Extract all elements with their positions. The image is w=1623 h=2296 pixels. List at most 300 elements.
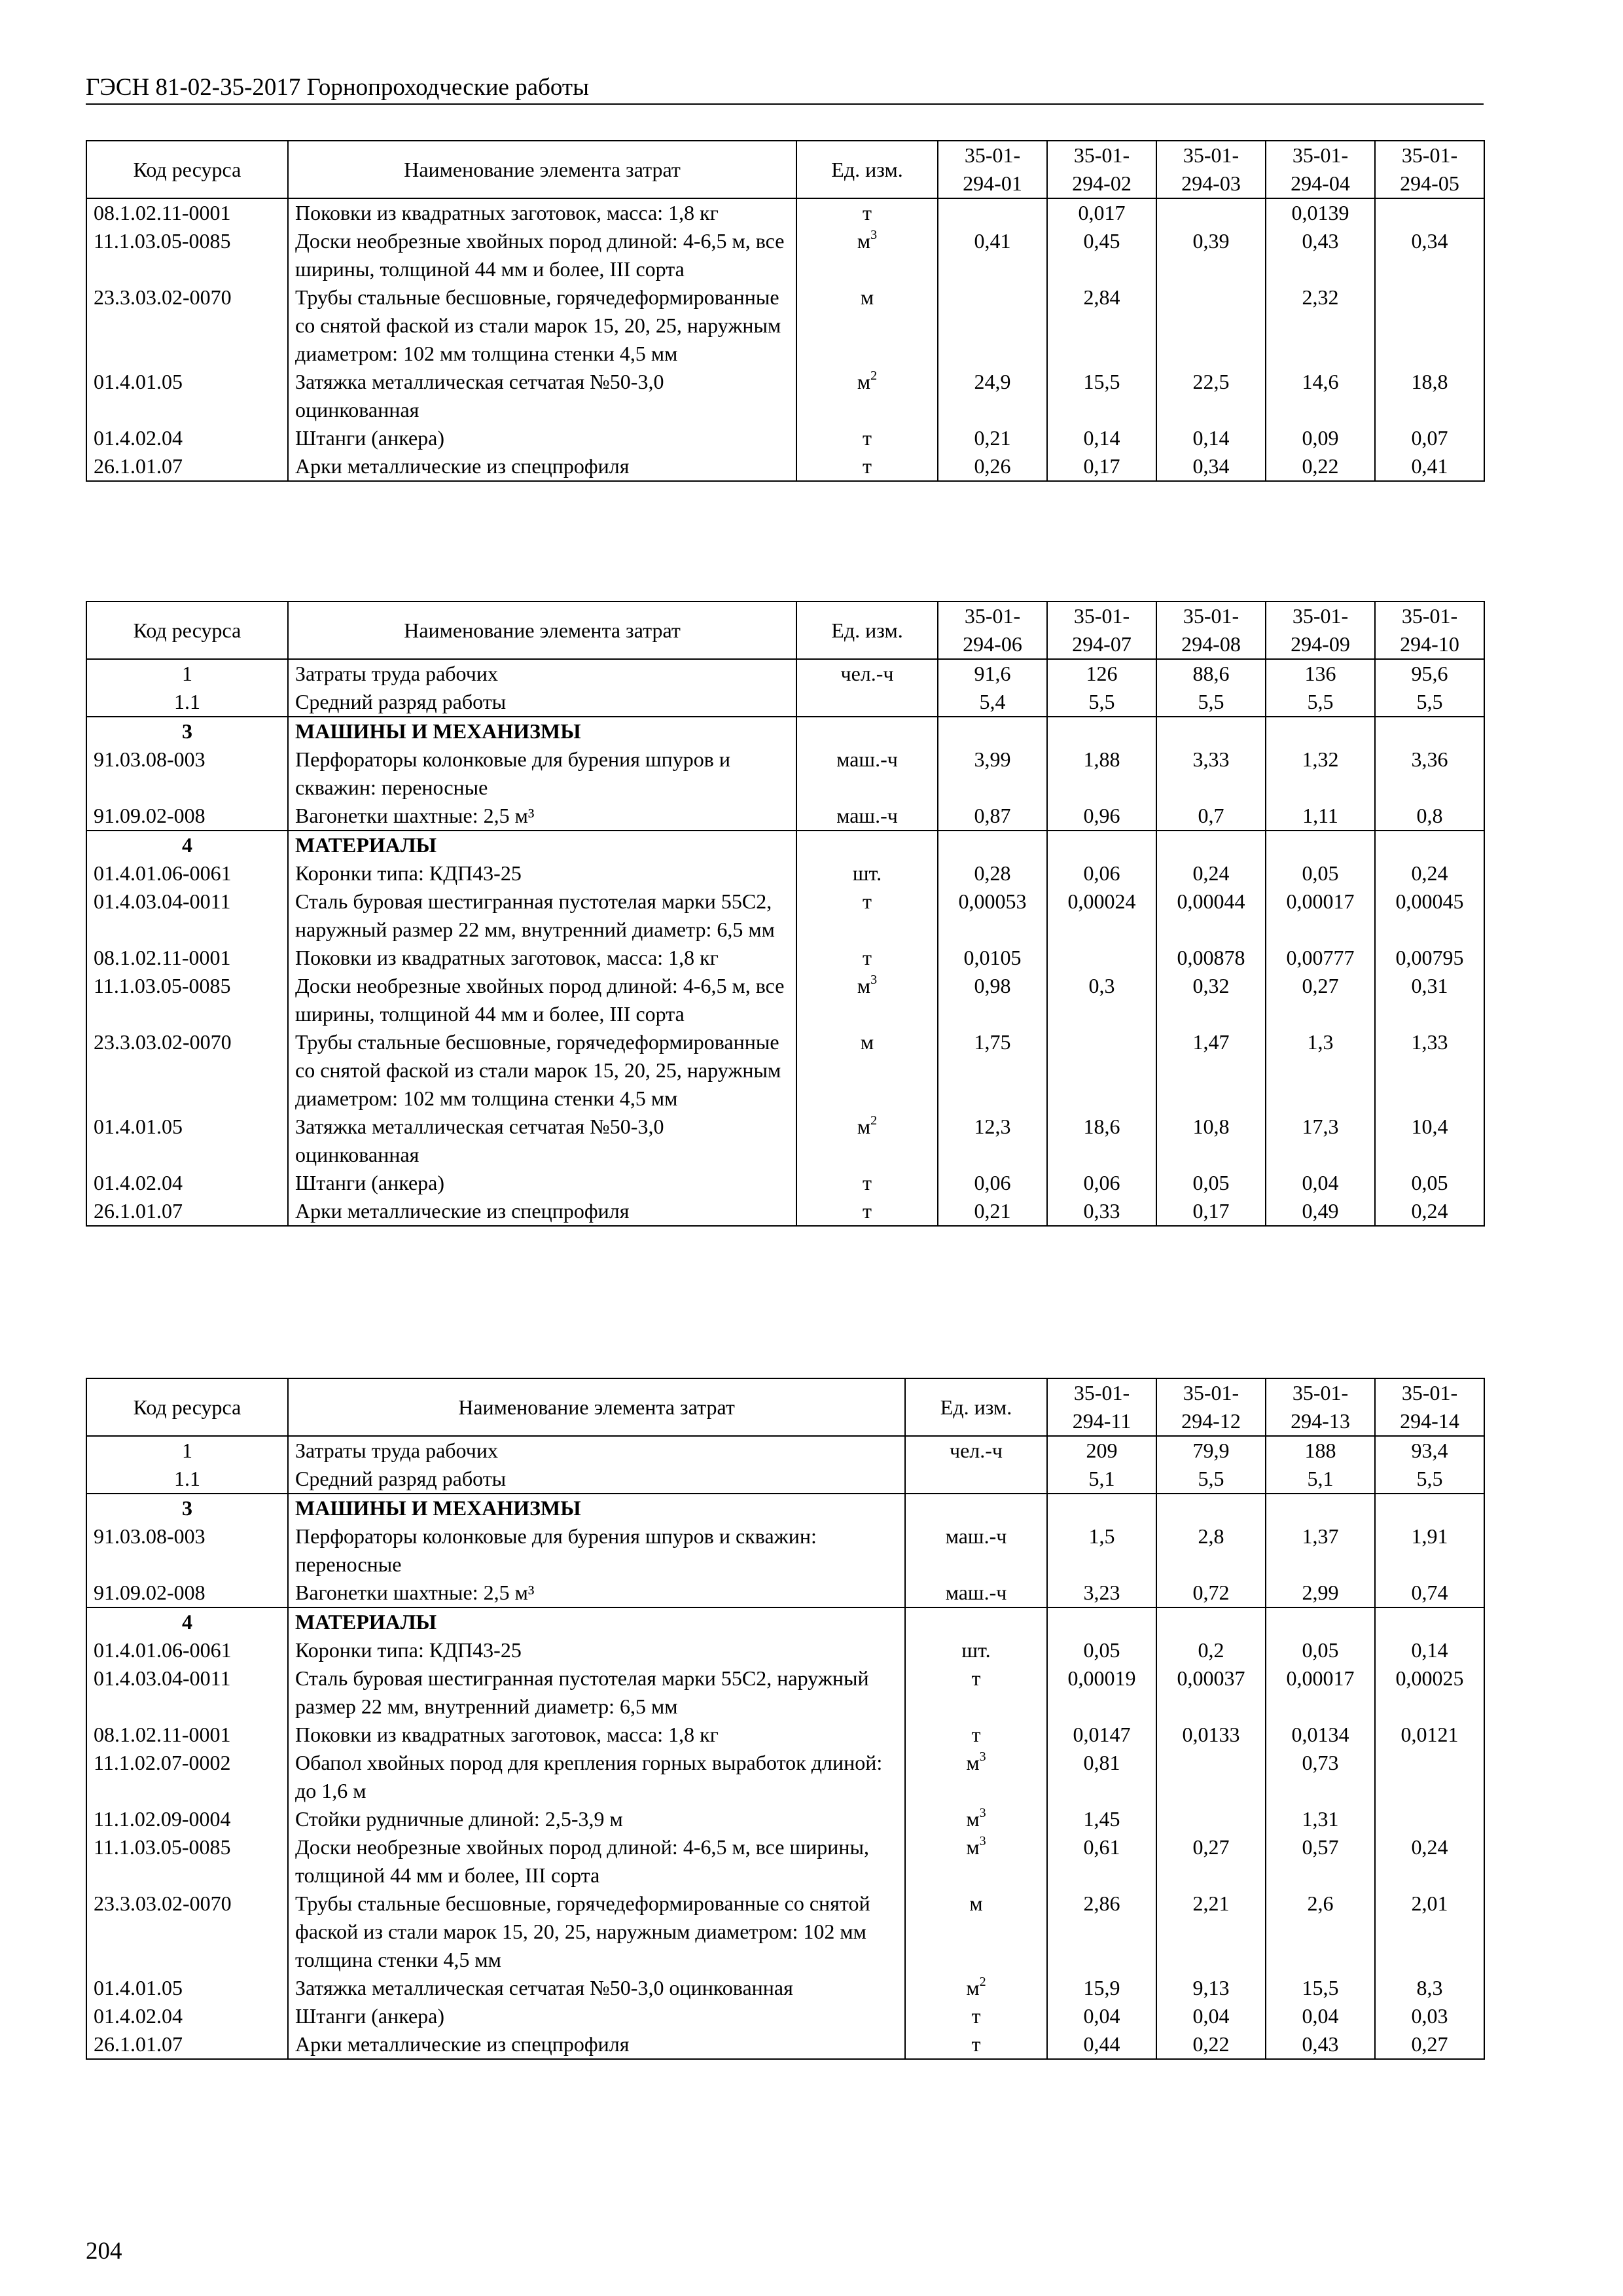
norm-value: 0,39 (1156, 227, 1266, 283)
norm-value (1047, 1607, 1156, 1636)
norm-value: 0,21 (938, 424, 1047, 452)
resource-name: Доски необрезные хвойных пород длиной: 4-6,5 м, все ширины, толщиной 44 мм и более, III сорта (288, 227, 796, 283)
table-row (86, 1169, 1484, 1197)
norm-value: 0,06 (1047, 1169, 1156, 1197)
resource-name: Сталь буровая шестигранная пустотелая марки 55С2, наружный размер 22 мм, внутренний диаметр: 6,5 мм (288, 888, 796, 944)
unit-text: т (971, 2004, 981, 2028)
norm-value: 5,5 (1047, 688, 1156, 717)
resource-name: Перфораторы колонковые для бурения шпуров и скважин: переносные (288, 1522, 905, 1579)
norm-code-line-2: 294-02 (1072, 171, 1132, 195)
unit-exponent: 2 (870, 368, 878, 384)
resource-name: Трубы стальные бесшовные, горячедеформированные со снятой фаской из стали марок 15, 20, 25, наружным диаметром: 102 мм толщина стенки 4,5 мм (288, 1890, 905, 1974)
norm-value: 0,61 (1047, 1833, 1156, 1890)
norm-value: 5,4 (938, 688, 1047, 717)
column-header-norm (1047, 141, 1156, 198)
table-row (86, 1579, 1484, 1607)
norm-value: 0,34 (1375, 227, 1484, 283)
norm-code-line-2: 294-01 (963, 171, 1022, 195)
norm-value: 0,81 (1047, 1749, 1156, 1805)
norm-value: 88,6 (1156, 659, 1266, 688)
resource-unit (905, 1436, 1047, 1465)
resource-code: 1 (86, 1436, 288, 1465)
unit-exponent: 3 (979, 1749, 986, 1765)
resource-code: 01.4.01.05 (86, 368, 288, 424)
resource-code: 11.1.03.05-0085 (86, 227, 288, 283)
resource-unit (796, 802, 938, 831)
column-header-norm (938, 141, 1047, 198)
resource-unit (796, 745, 938, 802)
norm-value: 1,5 (1047, 1522, 1156, 1579)
norm-value (1266, 831, 1375, 859)
norm-value: 15,5 (1266, 1974, 1375, 2002)
resource-code: 01.4.01.06-0061 (86, 1636, 288, 1664)
norm-code-line-2: 294-04 (1291, 171, 1350, 195)
resource-unit (796, 1169, 938, 1197)
table-row (86, 227, 1484, 283)
norm-value: 0,24 (1375, 1197, 1484, 1226)
table-row (86, 2030, 1484, 2059)
resource-unit (905, 1805, 1047, 1833)
norm-value: 0,00019 (1047, 1664, 1156, 1721)
norm-value (938, 283, 1047, 368)
resource-name: Поковки из квадратных заготовок, масса: 1,8 кг (288, 198, 796, 227)
norm-value: 24,9 (938, 368, 1047, 424)
unit-exponent: 3 (870, 973, 878, 988)
resource-name: Обапол хвойных пород для крепления горных выработок длиной: до 1,6 м (288, 1749, 905, 1805)
norm-value (1156, 831, 1266, 859)
norm-value: 2,99 (1266, 1579, 1375, 1607)
resource-unit (905, 2002, 1047, 2030)
norm-value: 209 (1047, 1436, 1156, 1465)
norm-code-line-1: 35-01- (1183, 604, 1240, 628)
norm-value: 0,3 (1047, 972, 1156, 1028)
resource-name: МАШИНЫ И МЕХАНИЗМЫ (288, 1494, 905, 1522)
norm-value: 0,8 (1375, 802, 1484, 831)
unit-text: м (857, 229, 871, 253)
norm-value: 1,47 (1156, 1028, 1266, 1113)
norm-value: 126 (1047, 659, 1156, 688)
unit-text: т (863, 201, 872, 224)
resource-unit (796, 368, 938, 424)
table-row (86, 1805, 1484, 1833)
norm-code-line-1: 35-01- (964, 143, 1021, 167)
norm-value: 18,8 (1375, 368, 1484, 424)
resource-code: 01.4.03.04-0011 (86, 888, 288, 944)
resource-name: МАТЕРИАЛЫ (288, 1607, 905, 1636)
page-header (86, 73, 1484, 105)
norm-value (1375, 1494, 1484, 1522)
resource-code: 11.1.03.05-0085 (86, 1833, 288, 1890)
norm-value: 0,017 (1047, 198, 1156, 227)
resource-name: Доски необрезные хвойных пород длиной: 4-6,5 м, все ширины, толщиной 44 мм и более, III сорта (288, 1833, 905, 1890)
norm-value: 1,75 (938, 1028, 1047, 1113)
table-row (86, 368, 1484, 424)
resource-name: Доски необрезные хвойных пород длиной: 4-6,5 м, все ширины, толщиной 44 мм и более, III сорта (288, 972, 796, 1028)
resource-name: Поковки из квадратных заготовок, масса: 1,8 кг (288, 944, 796, 972)
norm-value: 0,17 (1047, 452, 1156, 481)
norm-value: 0,00025 (1375, 1664, 1484, 1721)
column-header-norm (1375, 601, 1484, 659)
resource-code: 1.1 (86, 688, 288, 717)
column-header-code: Код ресурса (86, 141, 288, 198)
norm-code-line-2: 294-11 (1072, 1409, 1132, 1433)
norm-value: 91,6 (938, 659, 1047, 688)
norm-code-line-1: 35-01- (1073, 143, 1130, 167)
norm-value: 1,31 (1266, 1805, 1375, 1833)
resource-unit (905, 1494, 1047, 1522)
column-header-norm (1266, 141, 1375, 198)
table-row (86, 802, 1484, 831)
norm-value: 0,04 (1266, 1169, 1375, 1197)
norm-value: 0,0147 (1047, 1721, 1156, 1749)
column-header-name: Наименование элемента затрат (288, 601, 796, 659)
table-row (86, 1522, 1484, 1579)
norm-value: 0,04 (1156, 2002, 1266, 2030)
norm-value: 0,05 (1047, 1636, 1156, 1664)
norm-value: 0,14 (1047, 424, 1156, 452)
norm-value: 0,22 (1156, 2030, 1266, 2059)
norm-value: 0,34 (1156, 452, 1266, 481)
norm-value: 0,00017 (1266, 888, 1375, 944)
resource-code: 3 (86, 717, 288, 745)
norm-value: 0,27 (1266, 972, 1375, 1028)
table-row (86, 198, 1484, 227)
norm-value: 9,13 (1156, 1974, 1266, 2002)
norm-value (938, 831, 1047, 859)
norm-value: 0,24 (1375, 1833, 1484, 1890)
resource-table-3 (86, 1378, 1485, 2060)
unit-text: м (860, 285, 874, 309)
unit-text: м (966, 1807, 980, 1831)
norm-value: 1,33 (1375, 1028, 1484, 1113)
norm-value (1266, 717, 1375, 745)
norm-code-line-1: 35-01- (1292, 1381, 1349, 1405)
table-row (86, 1890, 1484, 1974)
resource-name: Поковки из квадратных заготовок, масса: 1,8 кг (288, 1721, 905, 1749)
resource-unit (796, 831, 938, 859)
norm-value: 0,43 (1266, 2030, 1375, 2059)
column-header-code: Код ресурса (86, 1378, 288, 1436)
unit-text: т (971, 1723, 981, 1746)
resource-code: 3 (86, 1494, 288, 1522)
resource-code: 23.3.03.02-0070 (86, 283, 288, 368)
norm-value: 0,03 (1375, 2002, 1484, 2030)
norm-value: 2,86 (1047, 1890, 1156, 1974)
norm-value: 0,09 (1266, 424, 1375, 452)
section-row (86, 1494, 1484, 1522)
norm-value: 0,41 (938, 227, 1047, 283)
column-header-norm (1047, 601, 1156, 659)
unit-text: маш.-ч (836, 804, 898, 827)
norm-value (1156, 1749, 1266, 1805)
section-row (86, 831, 1484, 859)
table-row (86, 1113, 1484, 1169)
resource-unit (796, 859, 938, 888)
norm-code-line-1: 35-01- (1183, 1381, 1240, 1405)
norm-value: 0,96 (1047, 802, 1156, 831)
norm-value: 0,27 (1375, 2030, 1484, 2059)
resource-name: Штанги (анкера) (288, 1169, 796, 1197)
resource-name: Затяжка металлическая сетчатая №50-3,0 оцинкованная (288, 1113, 796, 1169)
unit-text: м (857, 1115, 871, 1138)
norm-value: 2,01 (1375, 1890, 1484, 1974)
norm-value: 3,23 (1047, 1579, 1156, 1607)
norm-value: 5,5 (1375, 688, 1484, 717)
norm-value: 22,5 (1156, 368, 1266, 424)
norm-value: 136 (1266, 659, 1375, 688)
norm-value: 5,5 (1156, 688, 1266, 717)
norm-value: 0,26 (938, 452, 1047, 481)
norm-value: 0,27 (1156, 1833, 1266, 1890)
table-row (86, 1749, 1484, 1805)
resource-code: 01.4.01.05 (86, 1113, 288, 1169)
resource-unit (905, 1974, 1047, 2002)
norm-code-line-2: 294-07 (1072, 632, 1132, 656)
norm-value: 0,43 (1266, 227, 1375, 283)
norm-code-line-2: 294-06 (963, 632, 1022, 656)
resource-code: 1 (86, 659, 288, 688)
page-number: 204 (86, 2238, 122, 2265)
table-row (86, 888, 1484, 944)
resource-unit (796, 888, 938, 944)
norm-value: 1,88 (1047, 745, 1156, 802)
table-row (86, 424, 1484, 452)
unit-text: м (966, 1835, 980, 1859)
resource-name: Коронки типа: КДП43-25 (288, 859, 796, 888)
norm-value: 188 (1266, 1436, 1375, 1465)
norm-value: 0,00044 (1156, 888, 1266, 944)
table-row (86, 2002, 1484, 2030)
table-row (86, 1664, 1484, 1721)
norm-value: 2,84 (1047, 283, 1156, 368)
table-row (86, 859, 1484, 888)
table-row (86, 1833, 1484, 1890)
resource-unit (905, 1664, 1047, 1721)
unit-text: т (971, 2032, 981, 2056)
resource-code: 91.03.08-003 (86, 745, 288, 802)
norm-value: 17,3 (1266, 1113, 1375, 1169)
table-row (86, 283, 1484, 368)
table-row (86, 1636, 1484, 1664)
resource-code: 01.4.03.04-0011 (86, 1664, 288, 1721)
norm-value: 95,6 (1375, 659, 1484, 688)
column-header-name: Наименование элемента затрат (288, 1378, 905, 1436)
resource-unit (796, 944, 938, 972)
column-header-norm (1156, 141, 1266, 198)
document-title: ГЭСН 81-02-35-2017 Горнопроходческие работы (86, 74, 589, 101)
resource-name: Штанги (анкера) (288, 2002, 905, 2030)
norm-code-line-2: 294-10 (1400, 632, 1459, 656)
norm-code-line-2: 294-09 (1291, 632, 1350, 656)
norm-value (1156, 1805, 1266, 1833)
table-row (86, 688, 1484, 717)
resource-code: 01.4.02.04 (86, 1169, 288, 1197)
norm-code-line-1: 35-01- (1073, 1381, 1130, 1405)
norm-code-line-2: 294-05 (1400, 171, 1459, 195)
norm-value (1047, 831, 1156, 859)
resource-code: 26.1.01.07 (86, 2030, 288, 2059)
resource-name: Трубы стальные бесшовные, горячедеформированные со снятой фаской из стали марок 15, 20, 25, наружным диаметром: 102 мм толщина стенки 4,5 мм (288, 1028, 796, 1113)
resource-name: МАШИНЫ И МЕХАНИЗМЫ (288, 717, 796, 745)
resource-code: 01.4.02.04 (86, 424, 288, 452)
resource-unit (796, 227, 938, 283)
resource-unit (905, 1607, 1047, 1636)
resource-code: 01.4.02.04 (86, 2002, 288, 2030)
norm-code-line-1: 35-01- (1292, 604, 1349, 628)
resource-name: Вагонетки шахтные: 2,5 м³ (288, 802, 796, 831)
table-row (86, 1436, 1484, 1465)
table-row (86, 1721, 1484, 1749)
unit-text: т (863, 1199, 872, 1223)
resource-name: Арки металлические из спецпрофиля (288, 2030, 905, 2059)
norm-value: 10,4 (1375, 1113, 1484, 1169)
column-header-norm (1047, 1378, 1156, 1436)
norm-value: 0,32 (1156, 972, 1266, 1028)
norm-value: 14,6 (1266, 368, 1375, 424)
resource-unit (905, 1465, 1047, 1494)
norm-value: 0,00795 (1375, 944, 1484, 972)
resource-unit (905, 1721, 1047, 1749)
table-row (86, 972, 1484, 1028)
norm-code-line-1: 35-01- (1073, 604, 1130, 628)
resource-name: Арки металлические из спецпрофиля (288, 452, 796, 481)
unit-text: м (966, 1976, 980, 2000)
resource-unit (796, 1028, 938, 1113)
norm-value (1156, 717, 1266, 745)
norm-value: 2,32 (1266, 283, 1375, 368)
unit-text: шт. (961, 1638, 991, 1662)
resource-name: Затраты труда рабочих (288, 1436, 905, 1465)
unit-text: м (969, 1892, 983, 1915)
norm-value (938, 717, 1047, 745)
norm-value: 5,5 (1375, 1465, 1484, 1494)
norm-value (1375, 831, 1484, 859)
norm-value: 1,11 (1266, 802, 1375, 831)
norm-value (1375, 1607, 1484, 1636)
norm-value: 0,06 (1047, 859, 1156, 888)
column-header-code: Код ресурса (86, 601, 288, 659)
norm-value: 0,87 (938, 802, 1047, 831)
norm-value: 12,3 (938, 1113, 1047, 1169)
resource-unit (796, 717, 938, 745)
resource-unit (796, 452, 938, 481)
resource-name: Вагонетки шахтные: 2,5 м³ (288, 1579, 905, 1607)
norm-value: 93,4 (1375, 1436, 1484, 1465)
column-header-norm (1156, 601, 1266, 659)
norm-value (1375, 198, 1484, 227)
norm-value: 15,9 (1047, 1974, 1156, 2002)
unit-text: т (863, 946, 872, 969)
unit-exponent: 2 (870, 1113, 878, 1128)
norm-value: 8,3 (1375, 1974, 1484, 2002)
resource-unit (796, 972, 938, 1028)
norm-value: 2,21 (1156, 1890, 1266, 1974)
unit-exponent: 3 (979, 1806, 986, 1821)
norm-value: 0,05 (1266, 1636, 1375, 1664)
unit-text: м (857, 974, 871, 997)
resource-code: 01.4.01.06-0061 (86, 859, 288, 888)
norm-value: 0,41 (1375, 452, 1484, 481)
column-header-norm (938, 601, 1047, 659)
column-header-unit: Ед. изм. (796, 601, 938, 659)
resource-table-1 (86, 140, 1485, 482)
norm-value: 2,6 (1266, 1890, 1375, 1974)
resource-unit (796, 424, 938, 452)
table-row (86, 1197, 1484, 1226)
norm-code-line-2: 294-14 (1400, 1409, 1459, 1433)
norm-value: 0,98 (938, 972, 1047, 1028)
norm-value: 1,37 (1266, 1522, 1375, 1579)
norm-value: 0,24 (1156, 859, 1266, 888)
norm-code-line-1: 35-01- (1401, 143, 1458, 167)
resource-unit (796, 659, 938, 688)
resource-table-2 (86, 601, 1485, 1227)
resource-unit (905, 1890, 1047, 1974)
unit-text: маш.-ч (836, 747, 898, 771)
norm-value: 0,0121 (1375, 1721, 1484, 1749)
norm-value: 0,14 (1156, 424, 1266, 452)
column-header-norm (1375, 141, 1484, 198)
resource-unit (905, 1522, 1047, 1579)
norm-value: 0,00017 (1266, 1664, 1375, 1721)
resource-code: 11.1.02.09-0004 (86, 1805, 288, 1833)
norm-value: 0,0105 (938, 944, 1047, 972)
norm-value: 0,31 (1375, 972, 1484, 1028)
resource-unit (905, 1749, 1047, 1805)
resource-code: 08.1.02.11-0001 (86, 944, 288, 972)
table-row (86, 944, 1484, 972)
norm-value: 0,04 (1266, 2002, 1375, 2030)
resource-name: Сталь буровая шестигранная пустотелая марки 55С2, наружный размер 22 мм, внутренний диаметр: 6,5 мм (288, 1664, 905, 1721)
norm-value: 0,0139 (1266, 198, 1375, 227)
norm-value: 0,05 (1266, 859, 1375, 888)
norm-value (1047, 944, 1156, 972)
norm-value: 0,21 (938, 1197, 1047, 1226)
resource-code: 23.3.03.02-0070 (86, 1028, 288, 1113)
norm-value: 0,72 (1156, 1579, 1266, 1607)
norm-code-line-1: 35-01- (964, 604, 1021, 628)
resource-name: Затяжка металлическая сетчатая №50-3,0 оцинкованная (288, 1974, 905, 2002)
norm-value: 5,1 (1047, 1465, 1156, 1494)
unit-exponent: 2 (979, 1975, 986, 1990)
norm-value: 0,24 (1375, 859, 1484, 888)
norm-value: 0,00053 (938, 888, 1047, 944)
norm-value: 1,3 (1266, 1028, 1375, 1113)
norm-code-line-1: 35-01- (1292, 143, 1349, 167)
norm-value: 0,2 (1156, 1636, 1266, 1664)
norm-value: 1,91 (1375, 1522, 1484, 1579)
resource-code: 08.1.02.11-0001 (86, 198, 288, 227)
norm-value (1266, 1494, 1375, 1522)
resource-name: Средний разряд работы (288, 688, 796, 717)
resource-code: 91.09.02-008 (86, 802, 288, 831)
resource-code: 4 (86, 831, 288, 859)
resource-unit (796, 1113, 938, 1169)
resource-code: 91.09.02-008 (86, 1579, 288, 1607)
column-header-norm (1156, 1378, 1266, 1436)
column-header-name: Наименование элемента затрат (288, 141, 796, 198)
unit-text: т (971, 1666, 981, 1690)
norm-value (1156, 198, 1266, 227)
resource-unit (796, 283, 938, 368)
norm-value: 1,32 (1266, 745, 1375, 802)
norm-value: 0,00045 (1375, 888, 1484, 944)
norm-value (1156, 283, 1266, 368)
norm-value: 0,74 (1375, 1579, 1484, 1607)
norm-value: 0,05 (1375, 1169, 1484, 1197)
resource-name: Затяжка металлическая сетчатая №50-3,0 оцинкованная (288, 368, 796, 424)
unit-text: м (860, 1030, 874, 1054)
